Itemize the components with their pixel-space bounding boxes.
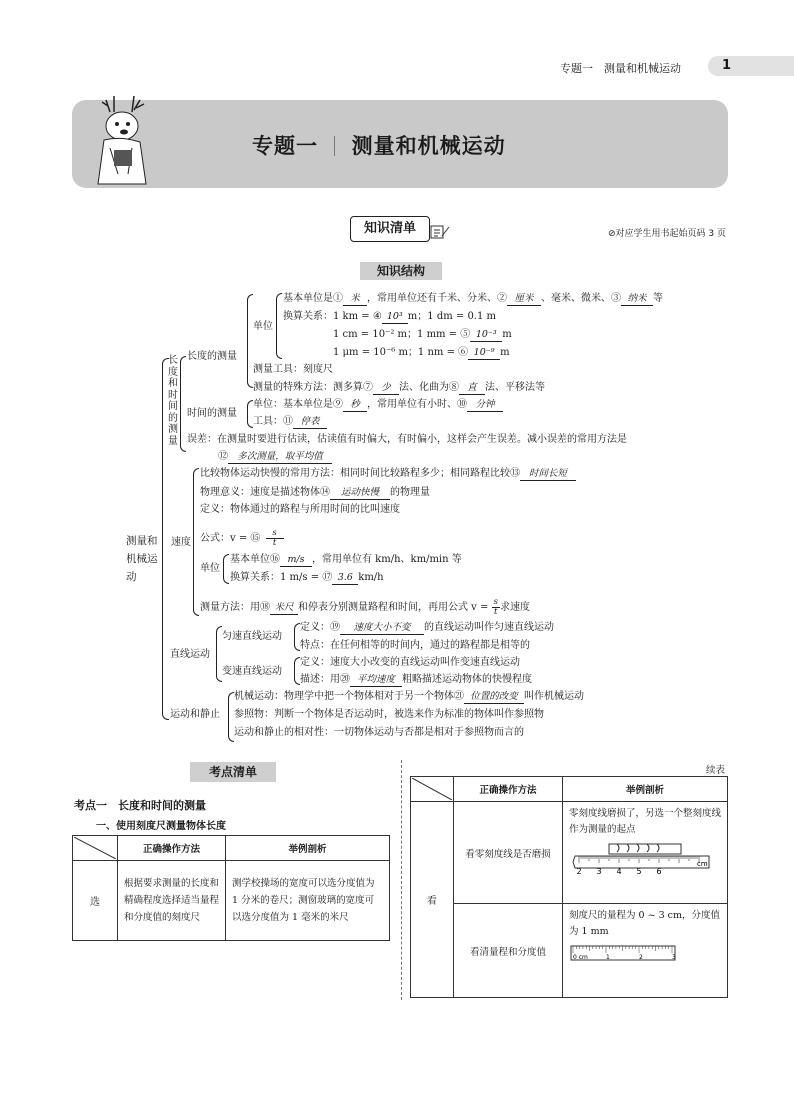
ruler-tick-label: 3 — [672, 954, 676, 961]
table-row — [411, 802, 728, 904]
u-feature: 特点：在任何相等的时间内，通过的路程都是相等的 — [300, 640, 530, 651]
uniform-motion: 匀速直线运动 — [222, 631, 282, 642]
error-answer: ⑫ 多次测量，取平均值 — [218, 450, 332, 464]
cont-col-example: 举例剖析 — [563, 777, 728, 802]
motion-rest: 运动和静止 — [170, 709, 220, 720]
banner-prefix: 专题一 — [252, 134, 318, 158]
ruler-tick-label: 4 — [616, 867, 622, 876]
l-tool: 测量工具：刻度尺 — [253, 364, 333, 375]
l-unit-basic: 基本单位是① 米 ，常用单位还有千米、分米、② 厘米 、毫米、微米、③ 纳米 等 — [283, 293, 663, 304]
b1-brace — [180, 356, 186, 452]
variable-motion: 变速直线运动 — [222, 666, 282, 677]
cont-row-label: 看 — [411, 802, 454, 998]
r2-example-cell — [563, 904, 728, 998]
row-example: 测学校操场的宽度可以选分度值为 1 分米的卷尺；测窗玻璃的宽度可以选分度值为 1 毫米的米尺 — [226, 861, 390, 941]
time-measurement: 时间的测量 — [187, 408, 237, 419]
u-definition: 定义：⑲ 速度大小不变 的直线运动叫作匀速直线运动 — [300, 622, 554, 633]
continued-table — [410, 776, 728, 998]
s-basic-unit: 基本单位⑯ m/s ，常用单位有 km/h、km/min 等 — [230, 554, 462, 565]
cont-header-row — [411, 777, 728, 802]
exam-table — [72, 835, 390, 941]
running-header: 专题一 测量和机械运动 — [560, 62, 681, 75]
ruler-worn-zero-illustration — [569, 840, 719, 876]
ruler-tick-label: 3 — [596, 867, 602, 876]
ruler-tick-label: 1 — [606, 954, 610, 961]
branch-length-time: 长度和时间的测量 — [168, 355, 178, 447]
book-icon: ⊘ — [608, 229, 616, 239]
unit-brace — [276, 293, 282, 359]
ruler-range-illustration — [569, 944, 719, 968]
column-divider — [401, 760, 402, 1000]
l-conversion-3: 1 μm = 10⁻⁶ m；1 nm = ⑥ 10⁻⁹ m — [333, 347, 510, 358]
v-description: 描述：用⑳ 平均速度 粗略描述运动物体的快慢程度 — [300, 674, 532, 685]
t-unit: 单位：基本单位是⑨ 秒 ，常用单位有小时、⑩ 分钟 — [253, 398, 503, 412]
table-row — [411, 904, 728, 998]
ruler-tick-label: 6 — [656, 867, 662, 876]
t-tool: 工具：⑪ 停表 — [253, 415, 327, 429]
error-line: 误差：在测量时要进行估读，估读值有时偏大，有时偏小，这样会产生误差。减小误差的常用方法是 — [187, 434, 627, 445]
ruler-tick-label: 0 cm — [573, 954, 588, 961]
l-conversion-2: 1 cm = 10⁻² m；1 mm = ⑤ 10⁻³ m — [333, 329, 512, 340]
structure-title: 知识结构 — [360, 262, 442, 280]
linear-motion: 直线运动 — [170, 649, 210, 660]
table-corner — [73, 836, 118, 861]
unit-label: 单位 — [253, 321, 273, 332]
r1-example: 零刻度线磨损了，另选一个整刻度线作为测量的起点 — [569, 808, 722, 835]
s-compare: 比较物体运动快慢的常用方法：相同时间比较路程多少；相同路程比较⑬ 时间长短 — [200, 467, 576, 481]
r2-example: 刻度尺的量程为 0 ~ 3 cm，分度值为 1 mm — [569, 910, 720, 937]
table-header-row — [73, 836, 390, 861]
table-row — [73, 861, 390, 941]
exam-point-title: 考点一 长度和时间的测量 — [74, 799, 206, 812]
page-reference: ⊘对应学生用书起始页码 3 页 — [608, 229, 726, 239]
v-definition: 定义：速度大小改变的直线运动叫作变速直线运动 — [300, 657, 520, 668]
continued-label: 续表 — [706, 765, 726, 776]
s-measure: 测量方法：用⑱ 米尺 和停表分别测量路程和时间，再用公式 v = $\frac{s}{t}$ 求速度 — [200, 597, 530, 617]
cont-corner — [411, 777, 454, 802]
ruler-tick-label: 2 — [639, 954, 643, 961]
speed-label: 速度 — [171, 537, 191, 548]
s-conversion: 换算关系：1 m/s = ⑰ 3.6 km/h — [230, 572, 384, 583]
r1-method: 看零刻度线是否磨损 — [454, 802, 563, 904]
row-label: 选 — [73, 861, 118, 941]
length-measurement: 长度的测量 — [187, 351, 237, 362]
ruler-unit: cm — [697, 860, 708, 868]
cont-col-method: 正确操作方法 — [454, 777, 563, 802]
m-reference: 参照物：判断一个物体是否运动时，被选来作为标准的物体叫作参照物 — [234, 709, 544, 720]
l-conversion-1: 换算关系：1 km = ④ 10³ m；1 dm = 0.1 m — [283, 311, 497, 322]
unit2-label: 单位 — [200, 563, 220, 574]
banner-title-text: 测量和机械运动 — [351, 134, 506, 158]
s-meaning: 物理意义：速度是描述物体⑭ 运动快慢 的物理量 — [200, 487, 430, 498]
m-relativity: 运动和静止的相对性：一切物体运动与否都是相对于参照物而言的 — [234, 727, 524, 738]
ruler-tick-label: 2 — [576, 867, 582, 876]
ruler-tick-label: 5 — [636, 867, 642, 876]
s-definition: 定义：物体通过的路程与所用时间的比叫速度 — [200, 504, 400, 515]
exam-subtitle: 一、使用刻度尺测量物体长度 — [96, 821, 226, 832]
speed-brace — [193, 468, 199, 616]
l-special-methods: 测量的特殊方法：测多算⑦ 少 法、化曲为⑧ 直 法、平移法等 — [253, 382, 545, 393]
s-formula: 公式：v = ⑮ $\frac{s}{t}$ — [200, 529, 286, 548]
m-mechanical: 机械运动：物理学中把一个物体相对于另一个物体㉑ 位置的改变 叫作机械运动 — [234, 691, 584, 702]
section-badge: 知识清单 — [350, 216, 430, 242]
r2-method: 看清量程和分度值 — [454, 904, 563, 998]
tree-root: 测量和机械运动 — [126, 535, 158, 583]
exam-badge: 考点清单 — [190, 762, 276, 782]
col-method: 正确操作方法 — [118, 836, 226, 861]
row-method: 根据要求测量的长度和精确程度选择适当量程和分度值的刻度尺 — [118, 861, 226, 941]
r1-example-cell — [563, 802, 728, 904]
page-number: 1 — [722, 58, 732, 73]
col-example: 举例剖析 — [226, 836, 390, 861]
unit2-brace — [223, 554, 229, 584]
